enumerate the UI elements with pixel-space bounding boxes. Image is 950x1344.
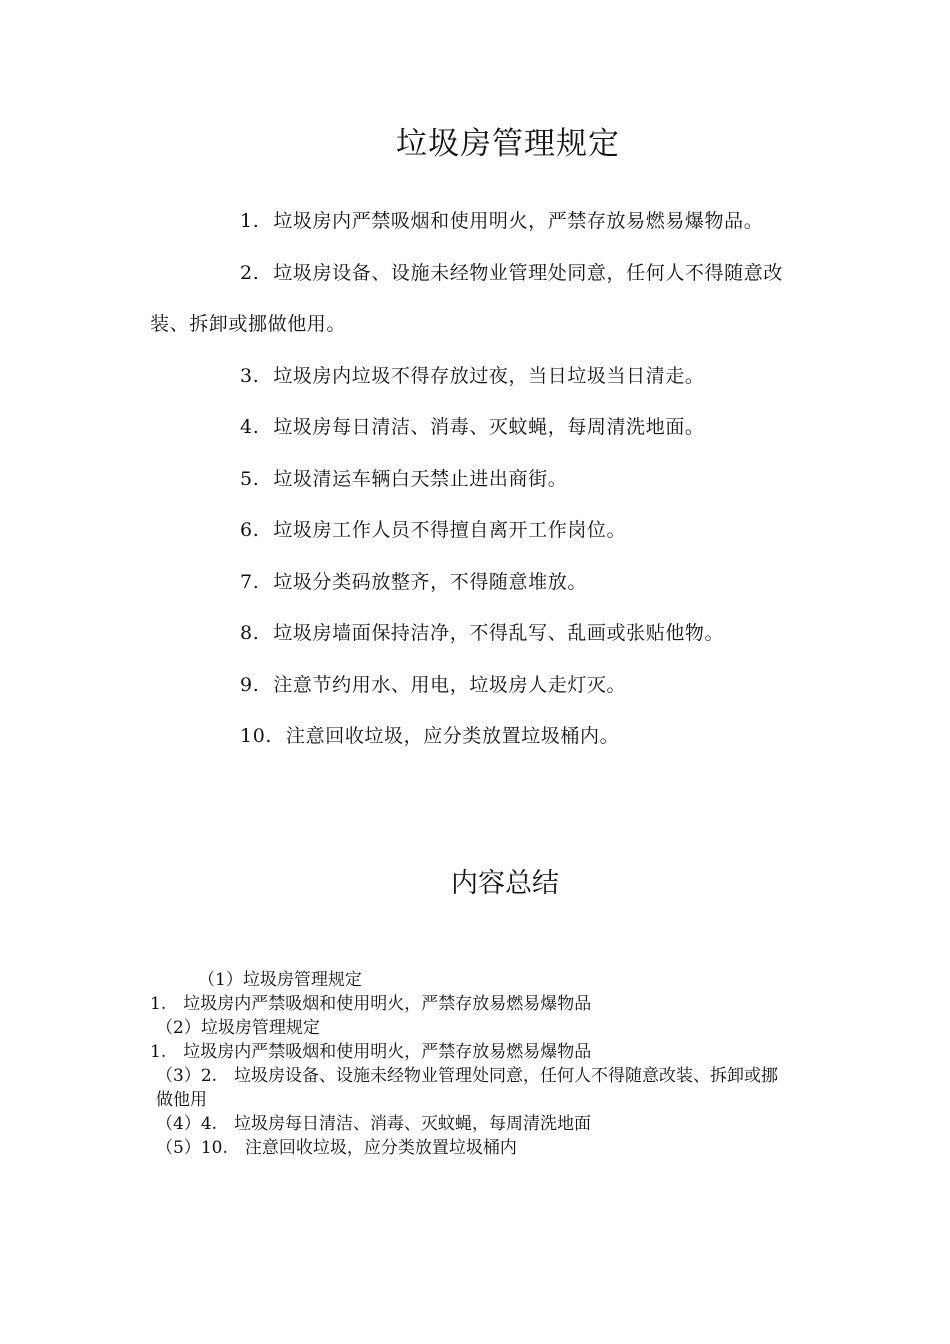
summary-line: （1）垃圾房管理规定 xyxy=(198,970,362,990)
rule-text: 垃圾分类码放整齐，不得随意堆放。 xyxy=(273,570,587,593)
rule-number: 9. xyxy=(240,673,260,696)
rule-number: 7. xyxy=(240,570,260,593)
rule-item xyxy=(150,351,800,403)
rule-number: 2. xyxy=(240,261,260,284)
rule-text: 垃圾清运车辆白天禁止进出商街。 xyxy=(273,467,568,490)
document-title: 垃圾房管理规定 xyxy=(396,126,620,162)
rule-number: 1. xyxy=(240,210,260,232)
summary-line: （4）4. 垃圾房每日清洁、消毒、灭蚊蝇，每周清洗地面 xyxy=(156,1114,592,1134)
rule-number: 3. xyxy=(240,364,260,387)
rule-item xyxy=(150,505,800,557)
rule-text: 垃圾房工作人员不得擅自离开工作岗位。 xyxy=(273,519,627,541)
rule-item xyxy=(150,557,800,609)
rule-number: 4. xyxy=(240,416,260,438)
rule-item xyxy=(150,660,800,712)
rule-number: 10. xyxy=(240,725,273,747)
rule-number: 5. xyxy=(240,467,260,490)
rule-text: 注意回收垃圾，应分类放置垃圾桶内。 xyxy=(286,725,620,747)
rule-item xyxy=(150,402,800,454)
rule-item xyxy=(150,248,800,351)
rule-number: 8. xyxy=(240,622,260,644)
rule-text: 垃圾房设备、设施未经物业管理处同意，任何人不得随意改装、拆卸或挪做他用。 xyxy=(150,261,783,335)
rule-number: 6. xyxy=(240,519,260,541)
summary-line: （3）2. 垃圾房设备、设施未经物业管理处同意，任何人不得随意改装、拆卸或挪做他用 xyxy=(156,1066,779,1110)
rule-item xyxy=(150,454,800,506)
summary-title: 内容总结 xyxy=(451,868,559,899)
summary-line: （2）垃圾房管理规定 xyxy=(156,1018,320,1038)
rule-item xyxy=(150,196,800,248)
rule-text: 垃圾房内严禁吸烟和使用明火，严禁存放易燃易爆物品。 xyxy=(273,210,764,232)
rule-text: 垃圾房内垃圾不得存放过夜，当日垃圾当日清走。 xyxy=(273,364,705,387)
rule-item xyxy=(150,711,800,763)
rule-text: 注意节约用水、用电，垃圾房人走灯灭。 xyxy=(273,673,627,696)
rules-list xyxy=(150,196,800,763)
rule-text: 垃圾房墙面保持洁净，不得乱写、乱画或张贴他物。 xyxy=(273,622,725,644)
summary-line: （5）10. 注意回收垃圾，应分类放置垃圾桶内 xyxy=(156,1138,517,1158)
rule-item xyxy=(150,608,800,660)
summary-line: 1. 垃圾房内严禁吸烟和使用明火，严禁存放易燃易爆物品 xyxy=(150,994,592,1014)
summary-block xyxy=(150,968,790,1160)
summary-line: 1. 垃圾房内严禁吸烟和使用明火，严禁存放易燃易爆物品 xyxy=(150,1042,592,1062)
rule-text: 垃圾房每日清洁、消毒、灭蚊蝇，每周清洗地面。 xyxy=(273,416,705,438)
